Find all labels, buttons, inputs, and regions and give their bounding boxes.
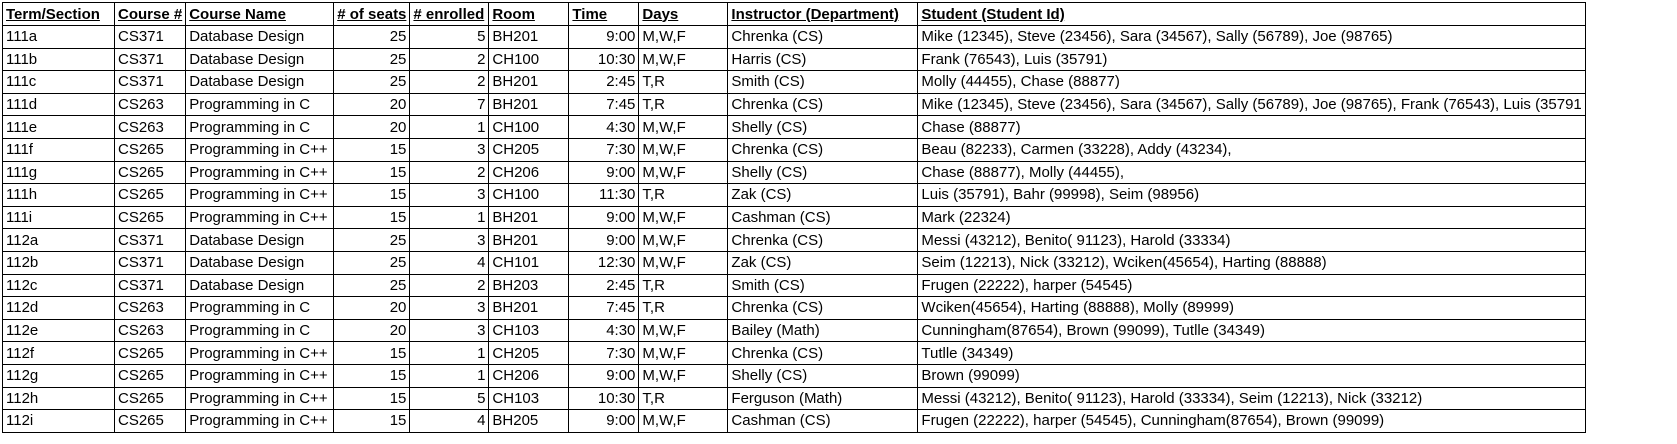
cell-time[interactable]: 9:00 <box>569 364 639 387</box>
cell-students[interactable]: Molly (44455), Chase (88877) <box>918 71 1585 94</box>
cell-enrolled[interactable]: 7 <box>410 93 489 116</box>
cell-enrolled[interactable]: 1 <box>410 342 489 365</box>
cell-course-name[interactable]: Database Design <box>186 48 334 71</box>
header-instructor[interactable]: Instructor (Department) <box>728 3 918 26</box>
cell-instructor[interactable]: Chrenka (CS) <box>728 229 918 252</box>
cell-term-section[interactable]: 111f <box>3 138 115 161</box>
cell-enrolled[interactable]: 5 <box>410 387 489 410</box>
cell-seats[interactable]: 15 <box>334 138 410 161</box>
cell-room[interactable]: BH203 <box>489 274 569 297</box>
cell-room[interactable]: BH201 <box>489 26 569 49</box>
cell-room[interactable]: CH103 <box>489 319 569 342</box>
table-row <box>3 116 1586 139</box>
cell-students[interactable]: Brown (99099) <box>918 364 1585 387</box>
cell-room[interactable]: BH201 <box>489 71 569 94</box>
cell-enrolled[interactable]: 4 <box>410 251 489 274</box>
cell-instructor[interactable]: Cashman (CS) <box>728 410 918 433</box>
cell-time[interactable]: 7:30 <box>569 342 639 365</box>
cell-days[interactable]: M,W,F <box>639 206 728 229</box>
table-row <box>3 206 1586 229</box>
cell-course-name[interactable]: Database Design <box>186 26 334 49</box>
cell-days[interactable]: T,R <box>639 71 728 94</box>
cell-course-number[interactable]: CS263 <box>115 297 186 320</box>
header-course-number[interactable]: Course # <box>115 3 186 26</box>
table-row <box>3 26 1586 49</box>
cell-enrolled[interactable]: 2 <box>410 274 489 297</box>
cell-course-name[interactable]: Programming in C++ <box>186 364 334 387</box>
cell-instructor[interactable]: Bailey (Math) <box>728 319 918 342</box>
cell-students[interactable]: Frugen (22222), harper (54545), Cunningham(87654), Brown (99099) <box>918 410 1585 433</box>
cell-students[interactable]: Mike (12345), Steve (23456), Sara (34567), Sally (56789), Joe (98765) <box>918 26 1585 49</box>
cell-days[interactable]: M,W,F <box>639 410 728 433</box>
cell-course-name[interactable]: Programming in C++ <box>186 387 334 410</box>
cell-course-name[interactable]: Programming in C <box>186 93 334 116</box>
cell-instructor[interactable]: Shelly (CS) <box>728 364 918 387</box>
table-row <box>3 410 1586 433</box>
cell-time[interactable]: 11:30 <box>569 184 639 207</box>
cell-days[interactable]: T,R <box>639 93 728 116</box>
cell-instructor[interactable]: Cashman (CS) <box>728 206 918 229</box>
cell-course-name[interactable]: Programming in C <box>186 319 334 342</box>
header-student[interactable]: Student (Student Id) <box>918 3 1585 26</box>
table-row <box>3 297 1586 320</box>
header-course-name[interactable]: Course Name <box>186 3 334 26</box>
cell-students[interactable]: Messi (43212), Benito( 91123), Harold (33334) <box>918 229 1585 252</box>
cell-instructor[interactable]: Smith (CS) <box>728 274 918 297</box>
cell-room[interactable]: CH103 <box>489 387 569 410</box>
cell-course-number[interactable]: CS263 <box>115 93 186 116</box>
cell-instructor[interactable]: Shelly (CS) <box>728 116 918 139</box>
cell-instructor[interactable]: Chrenka (CS) <box>728 93 918 116</box>
cell-time[interactable]: 9:00 <box>569 206 639 229</box>
cell-term-section[interactable]: 111h <box>3 184 115 207</box>
table-row <box>3 387 1586 410</box>
cell-days[interactable]: T,R <box>639 184 728 207</box>
cell-days[interactable]: M,W,F <box>639 251 728 274</box>
cell-course-number[interactable]: CS371 <box>115 274 186 297</box>
cell-students[interactable]: Cunningham(87654), Brown (99099), Tutlle (34349) <box>918 319 1585 342</box>
cell-instructor[interactable]: Zak (CS) <box>728 184 918 207</box>
cell-instructor[interactable]: Chrenka (CS) <box>728 297 918 320</box>
cell-students[interactable]: Seim (12213), Nick (33212), Wciken(45654), Harting (88888) <box>918 251 1585 274</box>
cell-days[interactable]: M,W,F <box>639 364 728 387</box>
cell-instructor[interactable]: Shelly (CS) <box>728 161 918 184</box>
cell-term-section[interactable]: 111i <box>3 206 115 229</box>
cell-course-number[interactable]: CS265 <box>115 387 186 410</box>
table-row <box>3 342 1586 365</box>
cell-days[interactable]: M,W,F <box>639 116 728 139</box>
header-days[interactable]: Days <box>639 3 728 26</box>
cell-enrolled[interactable]: 2 <box>410 161 489 184</box>
cell-enrolled[interactable]: 3 <box>410 229 489 252</box>
cell-instructor[interactable]: Zak (CS) <box>728 251 918 274</box>
cell-room[interactable]: BH201 <box>489 93 569 116</box>
cell-time[interactable]: 4:30 <box>569 319 639 342</box>
cell-room[interactable]: BH201 <box>489 229 569 252</box>
cell-enrolled[interactable]: 2 <box>410 48 489 71</box>
cell-course-name[interactable]: Database Design <box>186 274 334 297</box>
table-row <box>3 251 1586 274</box>
cell-seats[interactable]: 25 <box>334 71 410 94</box>
cell-term-section[interactable]: 112a <box>3 229 115 252</box>
cell-days[interactable]: T,R <box>639 387 728 410</box>
cell-time[interactable]: 10:30 <box>569 48 639 71</box>
cell-room[interactable]: CH101 <box>489 251 569 274</box>
cell-course-number[interactable]: CS265 <box>115 410 186 433</box>
cell-room[interactable]: CH100 <box>489 116 569 139</box>
cell-term-section[interactable]: 112g <box>3 364 115 387</box>
cell-students[interactable]: Frank (76543), Luis (35791) <box>918 48 1585 71</box>
cell-room[interactable]: CH206 <box>489 364 569 387</box>
cell-room[interactable]: BH205 <box>489 410 569 433</box>
cell-time[interactable]: 2:45 <box>569 71 639 94</box>
table-row <box>3 71 1586 94</box>
cell-course-number[interactable]: CS265 <box>115 184 186 207</box>
cell-instructor[interactable]: Smith (CS) <box>728 71 918 94</box>
table-row <box>3 138 1586 161</box>
cell-course-number[interactable]: CS265 <box>115 342 186 365</box>
table-row <box>3 161 1586 184</box>
cell-term-section[interactable]: 111e <box>3 116 115 139</box>
cell-course-name[interactable]: Programming in C++ <box>186 138 334 161</box>
cell-instructor[interactable]: Chrenka (CS) <box>728 342 918 365</box>
cell-students[interactable]: Tutlle (34349) <box>918 342 1585 365</box>
cell-days[interactable]: M,W,F <box>639 48 728 71</box>
cell-course-number[interactable]: CS371 <box>115 26 186 49</box>
cell-course-name[interactable]: Programming in C <box>186 116 334 139</box>
cell-course-number[interactable]: CS371 <box>115 48 186 71</box>
cell-seats[interactable]: 25 <box>334 48 410 71</box>
cell-course-name[interactable]: Programming in C++ <box>186 161 334 184</box>
cell-course-number[interactable]: CS263 <box>115 319 186 342</box>
cell-room[interactable]: BH201 <box>489 206 569 229</box>
cell-enrolled[interactable]: 5 <box>410 26 489 49</box>
cell-enrolled[interactable]: 4 <box>410 410 489 433</box>
cell-time[interactable]: 9:00 <box>569 26 639 49</box>
cell-seats[interactable]: 15 <box>334 387 410 410</box>
cell-term-section[interactable]: 112c <box>3 274 115 297</box>
cell-course-name[interactable]: Programming in C <box>186 297 334 320</box>
cell-seats[interactable]: 25 <box>334 251 410 274</box>
cell-seats[interactable]: 15 <box>334 364 410 387</box>
cell-course-number[interactable]: CS371 <box>115 251 186 274</box>
header-seats[interactable]: # of seats <box>334 3 410 26</box>
cell-days[interactable]: M,W,F <box>639 161 728 184</box>
header-enrolled[interactable]: # enrolled <box>410 3 489 26</box>
cell-seats[interactable]: 15 <box>334 342 410 365</box>
header-room[interactable]: Room <box>489 3 569 26</box>
cell-seats[interactable]: 25 <box>334 26 410 49</box>
cell-term-section[interactable]: 112e <box>3 319 115 342</box>
cell-time[interactable]: 9:00 <box>569 161 639 184</box>
table-row <box>3 48 1586 71</box>
cell-room[interactable]: CH205 <box>489 342 569 365</box>
cell-term-section[interactable]: 112d <box>3 297 115 320</box>
cell-course-number[interactable]: CS371 <box>115 71 186 94</box>
cell-enrolled[interactable]: 1 <box>410 116 489 139</box>
cell-days[interactable]: M,W,F <box>639 342 728 365</box>
cell-enrolled[interactable]: 3 <box>410 138 489 161</box>
cell-seats[interactable]: 15 <box>334 184 410 207</box>
header-term-section[interactable]: Term/Section <box>3 3 115 26</box>
cell-days[interactable]: M,W,F <box>639 138 728 161</box>
cell-days[interactable]: M,W,F <box>639 229 728 252</box>
cell-term-section[interactable]: 111b <box>3 48 115 71</box>
cell-instructor[interactable]: Harris (CS) <box>728 48 918 71</box>
cell-term-section[interactable]: 112b <box>3 251 115 274</box>
cell-days[interactable]: T,R <box>639 297 728 320</box>
cell-course-number[interactable]: CS265 <box>115 206 186 229</box>
cell-term-section[interactable]: 111d <box>3 93 115 116</box>
cell-course-name[interactable]: Programming in C++ <box>186 206 334 229</box>
cell-course-number[interactable]: CS265 <box>115 161 186 184</box>
cell-room[interactable]: CH205 <box>489 138 569 161</box>
cell-days[interactable]: M,W,F <box>639 26 728 49</box>
cell-time[interactable]: 10:30 <box>569 387 639 410</box>
cell-time[interactable]: 9:00 <box>569 410 639 433</box>
table-row <box>3 184 1586 207</box>
cell-time[interactable]: 7:45 <box>569 93 639 116</box>
cell-time[interactable]: 2:45 <box>569 274 639 297</box>
table-row <box>3 274 1586 297</box>
cell-time[interactable]: 7:30 <box>569 138 639 161</box>
cell-students[interactable]: Wciken(45654), Harting (88888), Molly (89999) <box>918 297 1585 320</box>
cell-term-section[interactable]: 111g <box>3 161 115 184</box>
cell-time[interactable]: 9:00 <box>569 229 639 252</box>
spreadsheet <box>2 2 1586 433</box>
cell-enrolled[interactable]: 1 <box>410 206 489 229</box>
cell-instructor[interactable]: Ferguson (Math) <box>728 387 918 410</box>
cell-room[interactable]: CH206 <box>489 161 569 184</box>
cell-students[interactable]: Chase (88877) <box>918 116 1585 139</box>
cell-seats[interactable]: 25 <box>334 229 410 252</box>
cell-course-name[interactable]: Database Design <box>186 251 334 274</box>
cell-enrolled[interactable]: 3 <box>410 319 489 342</box>
cell-enrolled[interactable]: 3 <box>410 297 489 320</box>
cell-instructor[interactable]: Chrenka (CS) <box>728 26 918 49</box>
cell-seats[interactable]: 20 <box>334 319 410 342</box>
cell-students[interactable]: Beau (82233), Carmen (33228), Addy (43234), <box>918 138 1585 161</box>
table-row <box>3 93 1586 116</box>
cell-seats[interactable]: 20 <box>334 93 410 116</box>
header-time[interactable]: Time <box>569 3 639 26</box>
cell-time[interactable]: 7:45 <box>569 297 639 320</box>
cell-enrolled[interactable]: 1 <box>410 364 489 387</box>
cell-seats[interactable]: 15 <box>334 206 410 229</box>
cell-enrolled[interactable]: 2 <box>410 71 489 94</box>
cell-students[interactable]: Chase (88877), Molly (44455), <box>918 161 1585 184</box>
course-sections-table <box>2 2 1586 433</box>
cell-course-name[interactable]: Database Design <box>186 229 334 252</box>
cell-days[interactable]: M,W,F <box>639 319 728 342</box>
table-body <box>3 26 1586 433</box>
table-row <box>3 229 1586 252</box>
cell-instructor[interactable]: Chrenka (CS) <box>728 138 918 161</box>
cell-students[interactable]: Frugen (22222), harper (54545) <box>918 274 1585 297</box>
cell-seats[interactable]: 20 <box>334 297 410 320</box>
table-row <box>3 319 1586 342</box>
cell-term-section[interactable]: 112f <box>3 342 115 365</box>
cell-room[interactable]: CH100 <box>489 48 569 71</box>
cell-seats[interactable]: 15 <box>334 410 410 433</box>
cell-students[interactable]: Luis (35791), Bahr (99998), Seim (98956) <box>918 184 1585 207</box>
cell-course-number[interactable]: CS371 <box>115 229 186 252</box>
cell-course-name[interactable]: Programming in C++ <box>186 184 334 207</box>
cell-time[interactable]: 4:30 <box>569 116 639 139</box>
cell-course-name[interactable]: Database Design <box>186 71 334 94</box>
cell-term-section[interactable]: 112i <box>3 410 115 433</box>
cell-students[interactable]: Mark (22324) <box>918 206 1585 229</box>
cell-room[interactable]: CH100 <box>489 184 569 207</box>
cell-term-section[interactable]: 111a <box>3 26 115 49</box>
cell-room[interactable]: BH201 <box>489 297 569 320</box>
cell-enrolled[interactable]: 3 <box>410 184 489 207</box>
cell-students[interactable]: Messi (43212), Benito( 91123), Harold (33334), Seim (12213), Nick (33212) <box>918 387 1585 410</box>
cell-time[interactable]: 12:30 <box>569 251 639 274</box>
table-row <box>3 364 1586 387</box>
cell-students[interactable]: Mike (12345), Steve (23456), Sara (34567), Sally (56789), Joe (98765), Frank (76543), Luis (35791 <box>918 93 1585 116</box>
cell-seats[interactable]: 15 <box>334 161 410 184</box>
cell-course-number[interactable]: CS265 <box>115 138 186 161</box>
cell-course-name[interactable]: Programming in C++ <box>186 410 334 433</box>
cell-course-number[interactable]: CS263 <box>115 116 186 139</box>
cell-course-number[interactable]: CS265 <box>115 364 186 387</box>
cell-term-section[interactable]: 112h <box>3 387 115 410</box>
cell-course-name[interactable]: Programming in C++ <box>186 342 334 365</box>
cell-seats[interactable]: 20 <box>334 116 410 139</box>
cell-seats[interactable]: 25 <box>334 274 410 297</box>
cell-term-section[interactable]: 111c <box>3 71 115 94</box>
cell-days[interactable]: T,R <box>639 274 728 297</box>
header-row <box>3 3 1586 26</box>
